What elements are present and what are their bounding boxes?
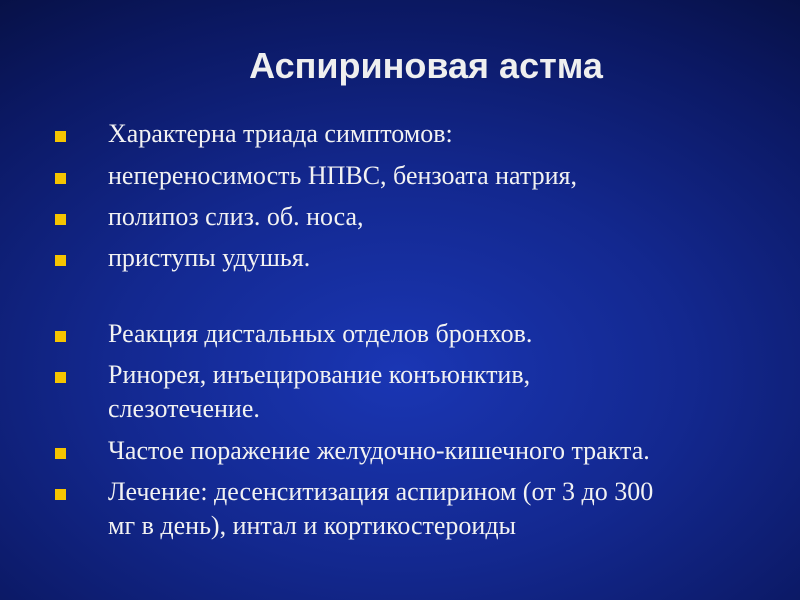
list-item-text-continued: мг в день), интал и кортикостероиды xyxy=(108,511,517,540)
bullet-square-icon xyxy=(55,372,66,383)
list-item-text: Реакция дистальных отделов бронхов. xyxy=(108,319,533,348)
list-item-text: полипоз слиз. об. носа, xyxy=(108,202,364,231)
bullet-square-icon xyxy=(55,489,66,500)
list-item-text: приступы удушья. xyxy=(108,243,311,272)
list-item-text: Характерна триада симптомов: xyxy=(108,119,453,148)
list-item-text: Лечение: десенситизация аспирином (от 3 до 300 xyxy=(108,477,654,506)
list-item-text: Ринорея, инъецирование конъюнктив, xyxy=(108,360,531,389)
bullet-square-icon xyxy=(55,214,66,225)
bullet-square-icon xyxy=(55,331,66,342)
list-item-text-continued: слезотечение. xyxy=(108,394,260,423)
bullet-square-icon xyxy=(55,448,66,459)
bullet-square-icon xyxy=(55,255,66,266)
bullet-square-icon xyxy=(55,173,66,184)
list-item-text: Частое поражение желудочно-кишечного тракта. xyxy=(108,436,650,465)
bullet-square-icon xyxy=(55,131,66,142)
slide-title: Аспириновая астма xyxy=(249,45,603,86)
list-item-text: непереносимость НПВС, бензоата натрия, xyxy=(108,161,577,190)
